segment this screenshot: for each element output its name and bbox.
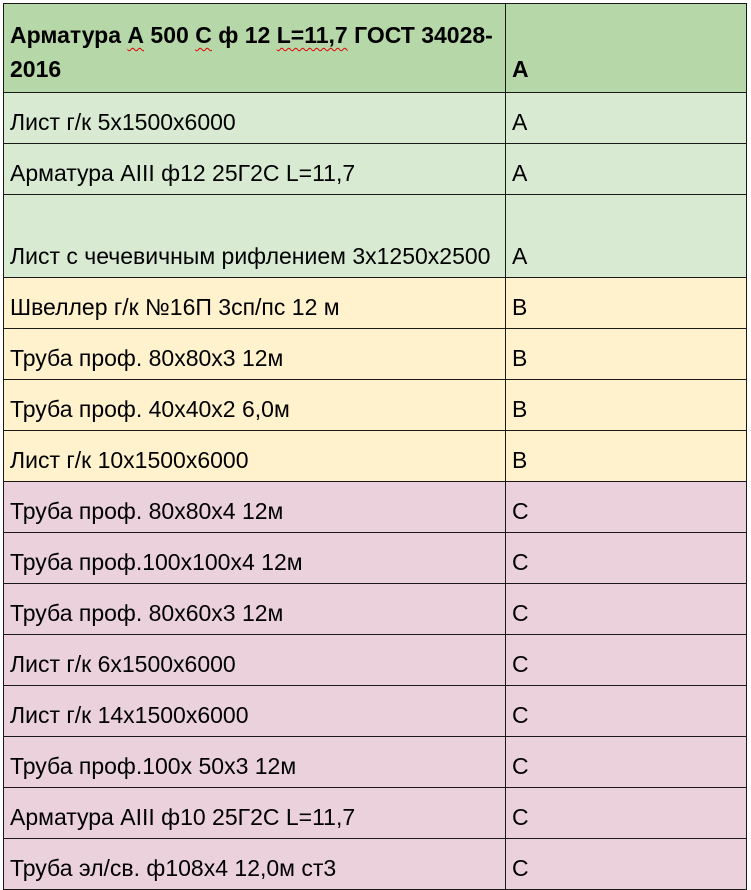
table-cell-category[interactable]: C [506,482,747,533]
table-cell-category[interactable]: A [506,144,747,195]
table-row [4,329,747,380]
table-cell-item-name[interactable]: Лист г/к 10х1500х6000 [4,431,506,482]
table-cell-category[interactable]: C [506,737,747,788]
table-row [4,380,747,431]
table-cell-item-name[interactable]: Лист г/к 5х1500х6000 [4,93,506,144]
table-cell-category[interactable]: C [506,635,747,686]
table-cell-category[interactable]: C [506,788,747,839]
table-row [4,635,747,686]
table-cell-item-name[interactable]: Труба проф. 80х80х3 12м [4,329,506,380]
table-cell-category[interactable]: C [506,533,747,584]
table-row [4,431,747,482]
name-text: Арматура [10,22,128,48]
table-row [4,195,747,278]
table-row [4,278,747,329]
table-cell-item-name[interactable]: Труба проф.100х100х4 12м [4,533,506,584]
table-cell-item-name[interactable]: Арматура AIII ф10 25Г2С L=11,7 [4,788,506,839]
table-cell-item-name[interactable]: Труба проф.100х 50х3 12м [4,737,506,788]
table-row [4,584,747,635]
spreadsheet-table-container [3,3,747,890]
table-cell-item-name[interactable]: Лист г/к 14х1500х6000 [4,686,506,737]
table-cell-item-name[interactable]: Лист г/к 6х1500х6000 [4,635,506,686]
table-cell-item-name[interactable]: Труба проф. 80х60х3 12м [4,584,506,635]
spellcheck-flagged-text: А [127,22,145,48]
abc-classification-table [3,3,747,890]
table-cell-item-name[interactable]: Лист с чечевичным рифлением 3х1250х2500 [4,195,506,278]
spellcheck-flagged-text: L=11,7 [276,22,348,48]
table-row [4,686,747,737]
table-cell-item-name[interactable]: Труба проф. 80х80х4 12м [4,482,506,533]
table-row-header-item [4,4,747,93]
table-cell-category[interactable]: A [506,4,747,93]
table-row [4,93,747,144]
table-cell-category[interactable]: A [506,195,747,278]
table-cell-category[interactable]: B [506,380,747,431]
table-cell-category[interactable]: A [506,93,747,144]
table-cell-category[interactable]: B [506,329,747,380]
table-cell-item-name[interactable]: Труба проф. 40х40х2 6,0м [4,380,506,431]
table-cell-item-name[interactable]: Арматура AIII ф12 25Г2С L=11,7 [4,144,506,195]
table-cell-item-name[interactable]: Труба эл/св. ф108х4 12,0м ст3 [4,839,506,890]
table-cell-category[interactable]: B [506,278,747,329]
table-row [4,533,747,584]
table-cell-item-name[interactable] [4,4,506,93]
table-cell-category[interactable]: C [506,686,747,737]
name-text: ф 12 [211,22,277,48]
name-text: 500 [144,22,196,48]
table-row [4,839,747,890]
name-text: ГОСТ 34028-2016 [10,22,493,82]
spellcheck-flagged-text: С [195,22,212,48]
table-row [4,144,747,195]
table-cell-category[interactable]: B [506,431,747,482]
table-cell-category[interactable]: C [506,839,747,890]
table-row [4,482,747,533]
table-cell-category[interactable]: C [506,584,747,635]
table-row [4,737,747,788]
table-row [4,788,747,839]
table-cell-item-name[interactable]: Швеллер г/к №16П 3сп/пс 12 м [4,278,506,329]
